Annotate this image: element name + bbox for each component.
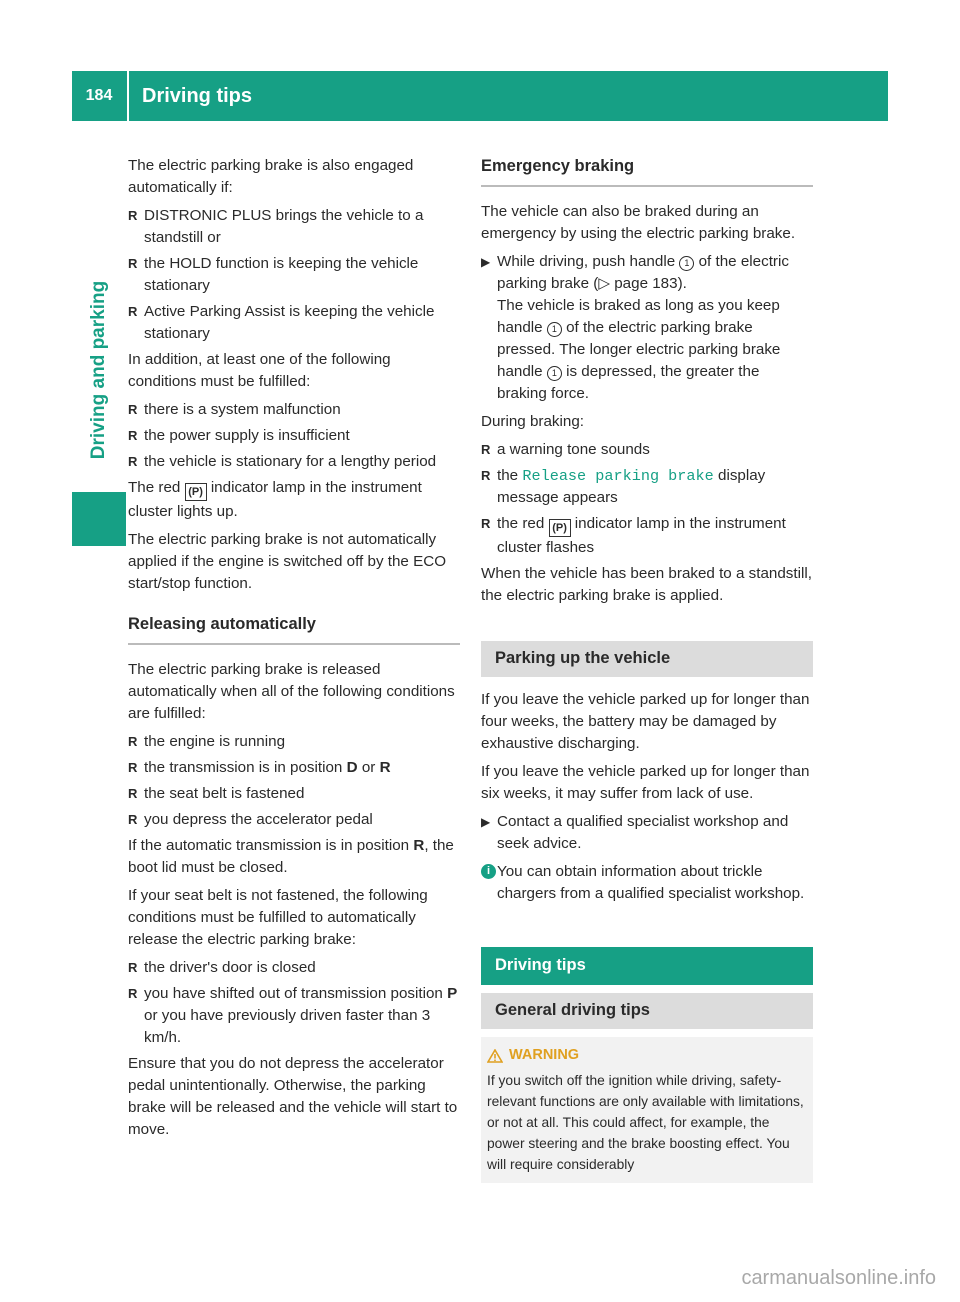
- list-item: R there is a system malfunction: [128, 399, 460, 421]
- list-item: R the driver's door is closed: [128, 957, 460, 979]
- section-heading: General driving tips: [481, 993, 813, 1029]
- text: Contact a qualified specialist workshop and seek advice.: [497, 813, 789, 852]
- paragraph: When the vehicle has been braked to a standstill, the electric parking brake is applied.: [481, 565, 812, 604]
- list-item: R the power supply is insufficient: [128, 425, 460, 447]
- paragraph: The vehicle can also be braked during an emergency by using the electric parking brake.: [481, 203, 796, 242]
- list-item: R a warning tone sounds: [481, 439, 813, 461]
- gear-r: R: [379, 759, 391, 776]
- paragraph: In addition, at least one of the following conditions must be fulfilled:: [128, 351, 391, 390]
- warning-box: [481, 1037, 813, 1183]
- parking-brake-lamp-icon: (P): [549, 519, 571, 537]
- list-item: [128, 757, 460, 779]
- parking-brake-lamp-icon: (P): [185, 483, 207, 501]
- text: the: [497, 467, 519, 484]
- callout-1-icon: 1: [547, 322, 562, 337]
- paragraph: [128, 835, 460, 879]
- text: of the electric parking brake pressed. The longer electric parking brake handle: [497, 319, 781, 380]
- list-item: R DISTRONIC PLUS brings the vehicle to a standstill or: [128, 205, 460, 249]
- section-heading: Emergency braking: [481, 155, 813, 187]
- list-item: [128, 983, 460, 1049]
- list-item: R the seat belt is fastened: [128, 783, 460, 805]
- paragraph: Ensure that you do not depress the accelerator pedal unintentionally. Otherwise, the parking brake will be released and the vehicle will start to move.: [128, 1055, 458, 1138]
- text: If the automatic transmission is in position: [128, 837, 410, 854]
- text: While driving, push handle: [497, 253, 676, 270]
- text: or: [361, 759, 376, 776]
- text: page 183).: [614, 275, 687, 292]
- text: , the boot lid must be closed.: [128, 837, 454, 876]
- info-note: [481, 861, 813, 905]
- text: The vehicle is braked as long as you keep handle: [497, 297, 780, 336]
- callout-1-icon: 1: [679, 256, 694, 271]
- info-icon: i: [481, 864, 496, 879]
- text: or you have previously driven faster than 3 km/h.: [144, 1007, 431, 1046]
- instruction-step: [481, 251, 813, 405]
- list-item: R the vehicle is stationary for a lengthy period: [128, 451, 460, 473]
- paragraph: The electric parking brake is also engaged automatically if:: [128, 157, 414, 196]
- section-heading: Parking up the vehicle: [481, 641, 813, 677]
- display-message: Release parking brake: [522, 467, 714, 485]
- text: the red: [497, 515, 545, 532]
- gear-r: R: [413, 837, 425, 854]
- callout-1-icon: 1: [547, 366, 562, 381]
- list-item: R you depress the accelerator pedal: [128, 809, 460, 831]
- list-item: R Active Parking Assist is keeping the vehicle stationary: [128, 301, 460, 345]
- side-tab-label: Driving and parking: [88, 280, 109, 460]
- paragraph: The electric parking brake is released automatically when all of the following conditions are fulfilled:: [128, 661, 455, 722]
- paragraph: If you leave the vehicle parked up for longer than four weeks, the battery may be damaged by exhaustive discharging.: [481, 691, 810, 752]
- text: you have shifted out of transmission position: [144, 985, 443, 1002]
- paragraph: If your seat belt is not fastened, the following conditions must be fulfilled to automatically release the electric parking brake:: [128, 887, 428, 948]
- gear-d: D: [346, 759, 358, 776]
- text: The red: [128, 479, 181, 496]
- warning-title: [487, 1045, 807, 1066]
- paragraph: The electric parking brake is not automatically applied if the engine is switched off by the ECO start/stop function.: [128, 531, 447, 592]
- text: of the electric parking brake (: [497, 253, 789, 292]
- watermark: carmanualsonline.info: [741, 1267, 936, 1289]
- text: indicator lamp in the instrument cluster lights up.: [128, 479, 422, 520]
- text: the transmission is in position: [144, 759, 343, 776]
- text: indicator lamp in the instrument cluster flashes: [497, 515, 786, 556]
- right-column: [481, 155, 813, 1183]
- side-tab-marker: [72, 492, 126, 546]
- paragraph: During braking:: [481, 413, 584, 430]
- left-column: [128, 155, 460, 1147]
- list-item: [481, 465, 813, 509]
- page-title: Driving tips: [142, 84, 253, 107]
- text: You can obtain information about trickle chargers from a qualified specialist workshop.: [497, 863, 805, 902]
- list-item: [481, 513, 813, 559]
- list-item: R the HOLD function is keeping the vehicle stationary: [128, 253, 460, 297]
- section-heading: Driving tips: [481, 947, 813, 985]
- paragraph: [128, 477, 460, 523]
- header-divider: [127, 71, 129, 121]
- warning-text: If you switch off the ignition while driving, safety-relevant functions are only available with limitations, or not at all. This could affect, for example, the power steering and the brake boosting effect. You will require considerably: [487, 1073, 804, 1172]
- triangle-arrow-icon: ▶: [481, 255, 491, 269]
- text: is depressed, the greater the braking force.: [497, 363, 760, 402]
- warning-triangle-icon: [487, 1049, 503, 1063]
- list-item: R the engine is running: [128, 731, 460, 753]
- gear-p: P: [447, 985, 458, 1002]
- page-ref-arrow-icon: ▷: [598, 275, 610, 292]
- text: WARNING: [509, 1047, 580, 1063]
- instruction-step: [481, 811, 813, 855]
- text: display message appears: [497, 467, 766, 506]
- paragraph: If you leave the vehicle parked up for longer than six weeks, it may suffer from lack of use.: [481, 763, 810, 802]
- section-heading: Releasing automatically: [128, 613, 460, 645]
- page-number: 184: [85, 87, 113, 104]
- triangle-arrow-icon: ▶: [481, 815, 491, 829]
